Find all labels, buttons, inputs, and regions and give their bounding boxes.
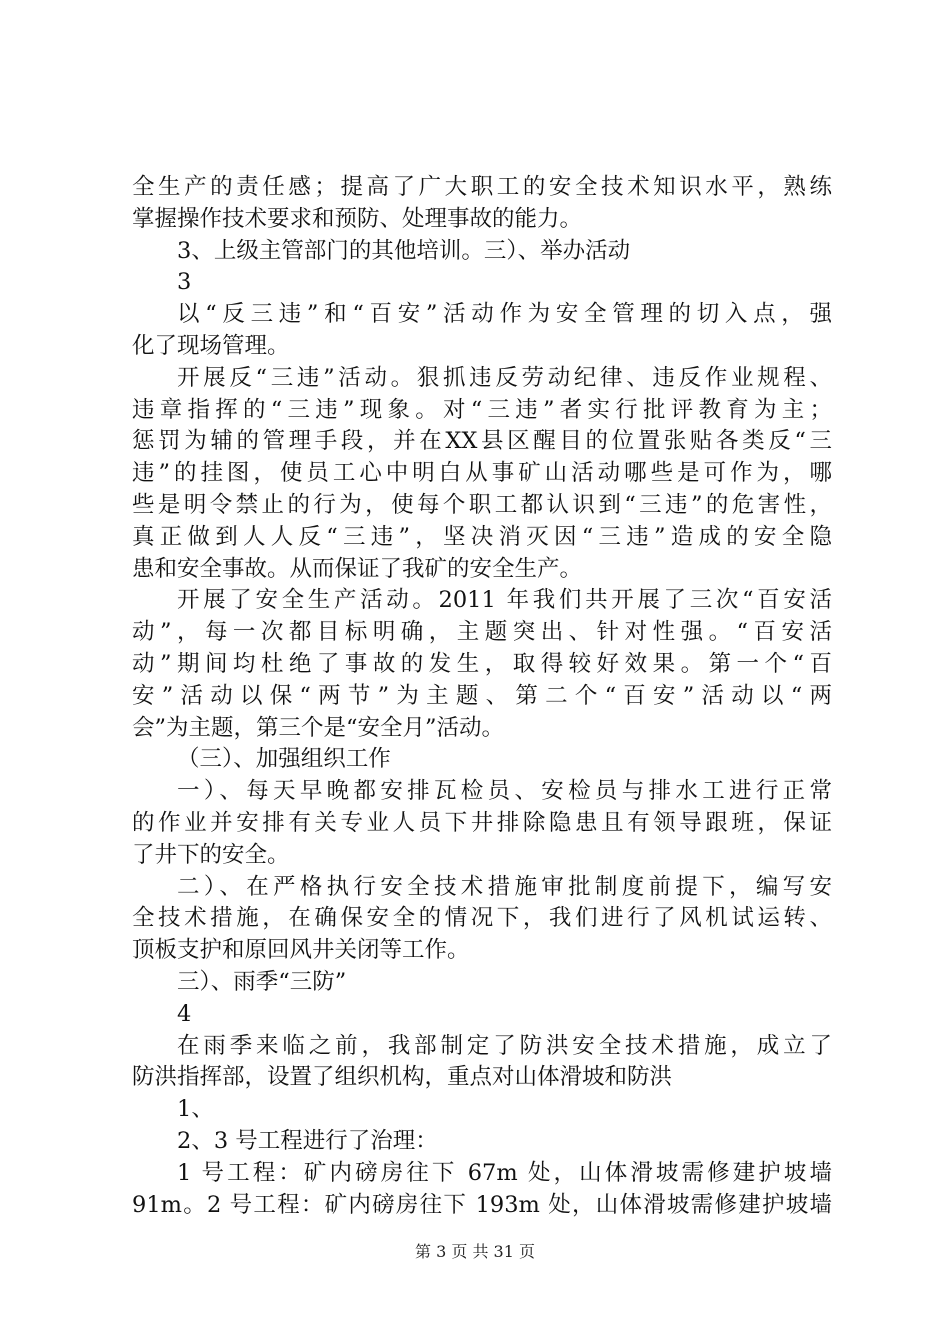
- text-line: 开展了安全生产活动。2011 年我们共开展了三次“百安活: [177, 587, 832, 614]
- text-line: 防洪指挥部，设置了组织机构，重点对山体滑坡和防洪: [132, 1064, 673, 1091]
- text-line: 动”期间均杜绝了事故的发生，取得较好效果。第一个“百: [132, 650, 832, 677]
- text-line: 以“反三违”和“百安”活动作为安全管理的切入点，强: [177, 301, 832, 328]
- text-line: 1 号工程：矿内磅房往下 67m 处，山体滑坡需修建护坡墙: [177, 1159, 832, 1186]
- text-line: 三）、雨季“三防”: [177, 968, 347, 995]
- text-line: 4: [177, 1000, 192, 1027]
- text-line: 安”活动以保“两节”为主题、第二个“百安”活动以“两: [132, 682, 832, 709]
- text-line: 掌握操作技术要求和预防、处理事故的能力。: [132, 205, 583, 232]
- text-line: 惩罚为辅的管理手段，并在XX县区醒目的位置张贴各类反“三: [132, 428, 832, 455]
- text-line: 在雨季来临之前，我部制定了防洪安全技术措施，成立了: [177, 1032, 832, 1059]
- text-line: 2、3 号工程进行了治理：: [177, 1127, 438, 1154]
- text-line: 91m。2 号工程：矿内磅房往下 193m 处，山体滑坡需修建护坡墙: [132, 1191, 832, 1218]
- text-line: 违”的挂图，使员工心中明白从事矿山活动哪些是可作为，哪: [132, 460, 832, 487]
- text-line: 二）、在严格执行安全技术措施审批制度前提下，编写安: [177, 873, 832, 900]
- text-line: 全技术措施，在确保安全的情况下，我们进行了风机试运转、: [132, 905, 832, 932]
- text-line: 会”为主题，第三个是“安全月”活动。: [132, 714, 505, 741]
- text-line: 些是明令禁止的行为，使每个职工都认识到“三违”的危害性，: [132, 491, 832, 518]
- text-line: 患和安全事故。从而保证了我矿的安全生产。: [132, 555, 583, 582]
- text-line: 违章指挥的“三违”现象。对“三违”者实行批评教育为主；: [132, 396, 832, 423]
- text-line: （三）、加强组织工作: [177, 746, 391, 773]
- document-body: [132, 172, 832, 1221]
- page-footer: 第 3 页 共 31 页: [415, 1242, 535, 1261]
- text-line: 顶板支护和原回风井关闭等工作。: [132, 937, 470, 964]
- text-line: 的作业并安排有关专业人员下井排除隐患且有领导跟班，保证: [132, 809, 832, 836]
- text-line: 3、上级主管部门的其他培训。三）、举办活动: [177, 237, 631, 264]
- text-line: 一）、每天早晚都安排瓦检员、安检员与排水工进行正常: [177, 778, 832, 805]
- text-line: 了井下的安全。: [132, 841, 290, 868]
- text-line: 开展反“三违”活动。狠抓违反劳动纪律、违反作业规程、: [177, 364, 832, 391]
- text-line: 动”，每一次都目标明确，主题突出、针对性强。“百安活: [132, 619, 832, 646]
- text-line: 全生产的责任感；提高了广大职工的安全技术知识水平，熟练: [132, 174, 832, 200]
- text-line: 化了现场管理。: [132, 332, 290, 359]
- text-line: 3: [177, 269, 192, 296]
- text-line: 1、: [177, 1096, 214, 1123]
- text-line: 真正做到人人反“三违”，坚决消灭因“三违”造成的安全隐: [132, 523, 832, 550]
